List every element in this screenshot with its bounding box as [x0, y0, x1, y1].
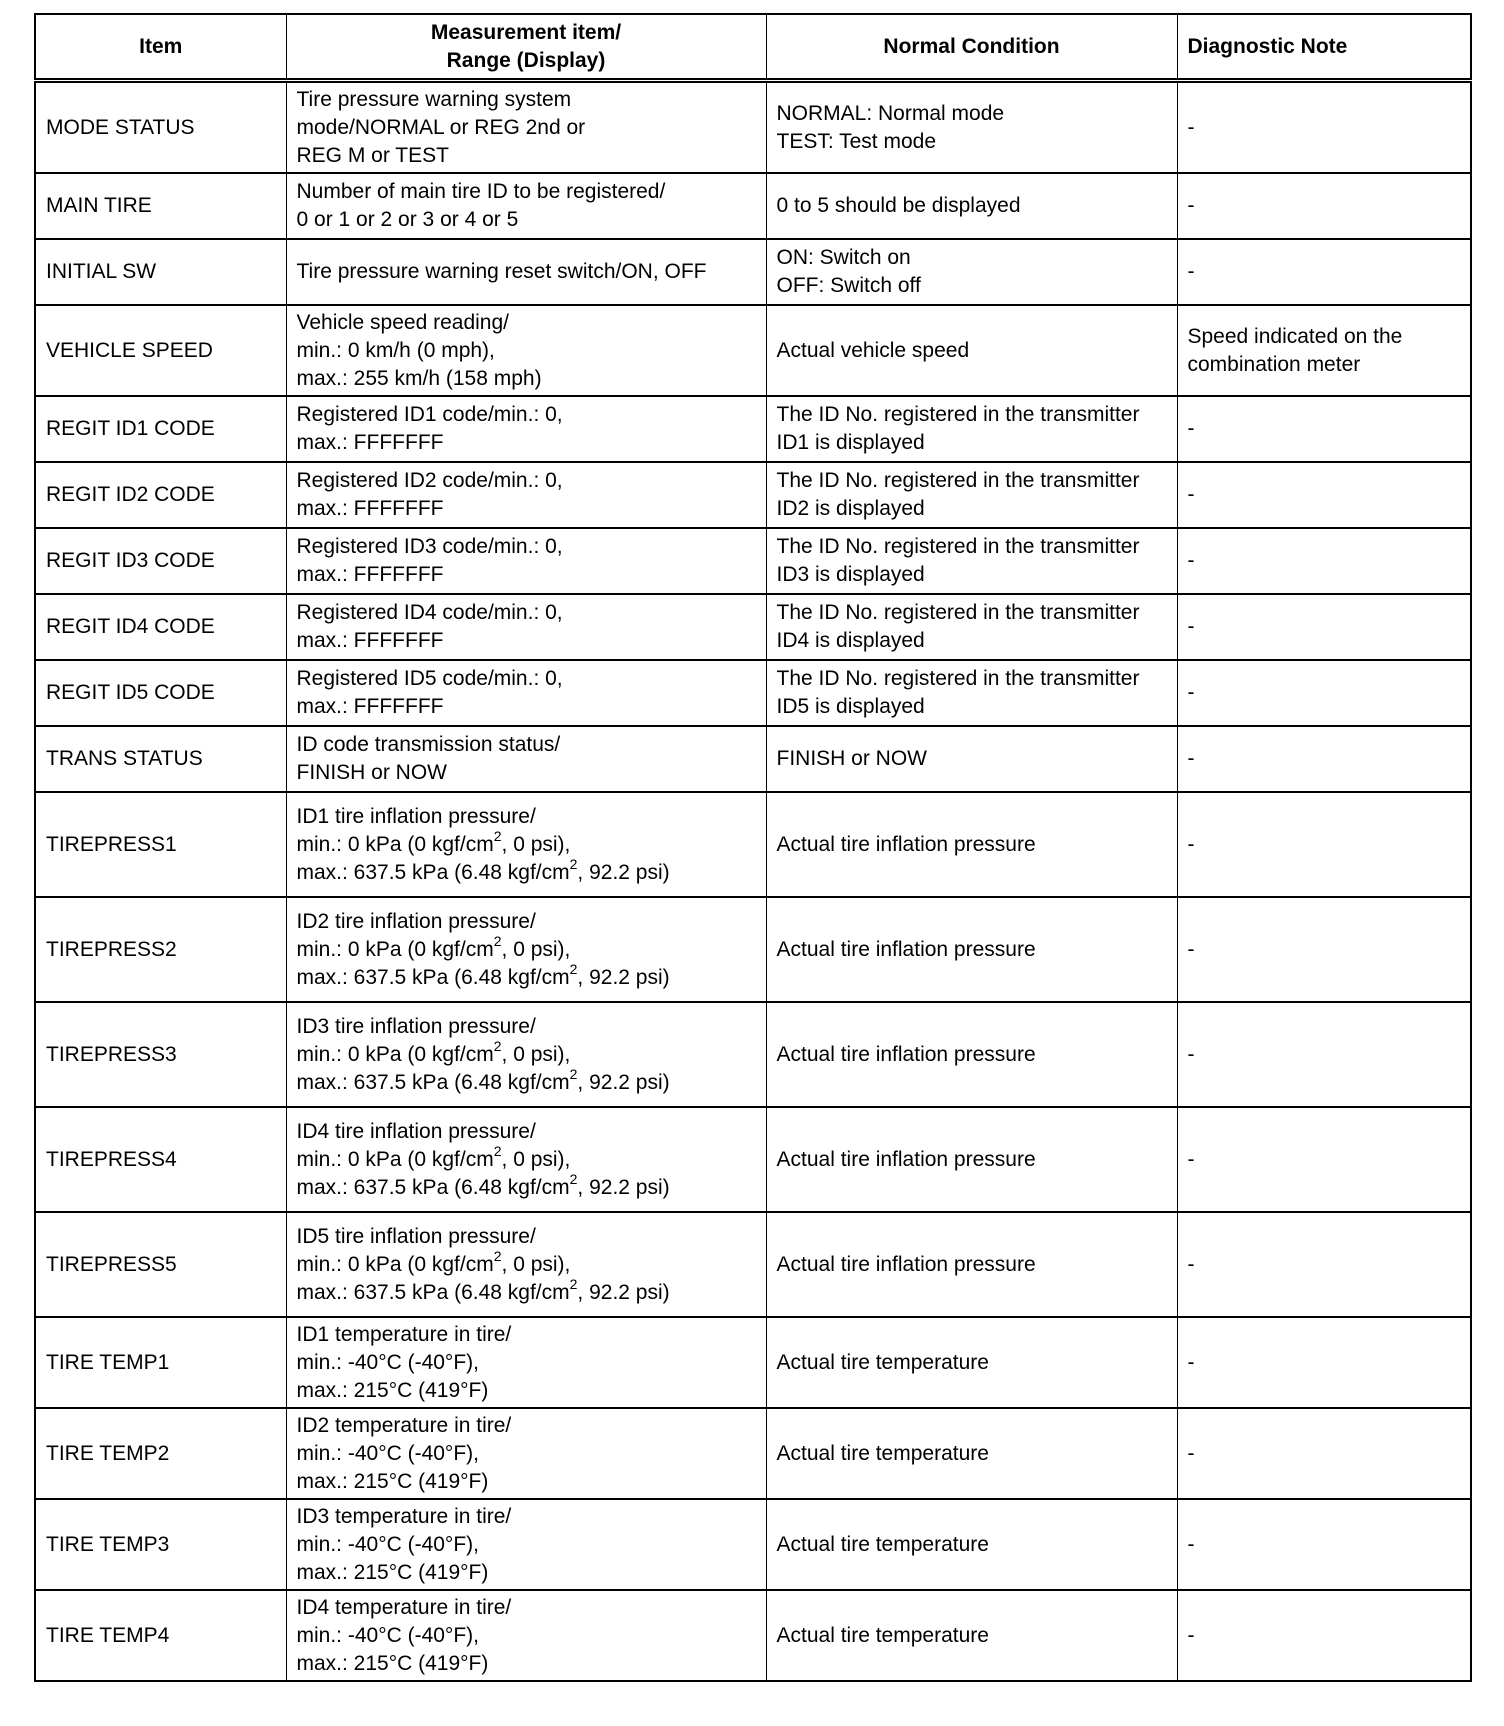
- cell-item: VEHICLE SPEED: [35, 305, 286, 396]
- cell-range-line: Registered ID3 code/min.: 0,: [296, 535, 563, 558]
- cell-range-line: 0 or 1 or 2 or 3 or 4 or 5: [296, 208, 519, 231]
- cell-range-line: min.: -40°C (-40°F),: [296, 1623, 479, 1647]
- table-row: [35, 305, 1471, 396]
- cell-normal-condition: [766, 173, 1177, 239]
- table-row: [35, 726, 1471, 792]
- cell-range: [286, 1590, 766, 1681]
- cell-normal-condition: [766, 1107, 1177, 1212]
- cell-range-line: FINISH or NOW: [296, 761, 447, 784]
- cell-item: TIREPRESS1: [35, 792, 286, 897]
- cell-range-line: max.: 637.5 kPa (6.48 kgf/$cm^2$, 92.2 psi): [296, 1065, 670, 1094]
- cell-diagnostic-note-line: -: [1187, 1147, 1195, 1171]
- table-row: [35, 81, 1471, 174]
- cell-diagnostic-note: [1177, 1590, 1471, 1681]
- cell-range-line: max.: 255 km/h (158 mph): [296, 366, 542, 390]
- cell-normal-condition: [766, 1590, 1177, 1681]
- cell-range-line: ID4 tire inflation pressure/: [296, 1119, 536, 1143]
- cell-normal-condition-line: Actual vehicle speed: [776, 338, 970, 362]
- cell-diagnostic-note-line: -: [1187, 681, 1195, 704]
- table-row: [35, 528, 1471, 594]
- cell-range: [286, 594, 766, 660]
- cell-item: TIREPRESS5: [35, 1212, 286, 1317]
- cell-range-line: min.: 0 kPa (0 kgf/$cm^2$, 0 psi),: [296, 1037, 571, 1066]
- cell-diagnostic-note-line: -: [1187, 747, 1195, 770]
- table-row: [35, 239, 1471, 305]
- cell-item: REGIT ID5 CODE: [35, 660, 286, 726]
- cell-range-line: ID2 temperature in tire/: [296, 1413, 512, 1437]
- cell-normal-condition: [766, 1212, 1177, 1317]
- cell-range-line: max.: 215°C (419°F): [296, 1651, 489, 1675]
- cell-range-line: max.: 637.5 kPa (6.48 kgf/$cm^2$, 92.2 psi): [296, 1170, 670, 1199]
- header-measurement-line1: Measurement item/: [430, 20, 622, 44]
- cell-range-line: min.: 0 kPa (0 kgf/$cm^2$, 0 psi),: [296, 1247, 571, 1276]
- cell-range-line: ID2 tire inflation pressure/: [296, 909, 536, 933]
- cell-item: TIREPRESS4: [35, 1107, 286, 1212]
- cell-range-line: max.: FFFFFFF: [296, 431, 444, 454]
- cell-normal-condition-line: Actual tire temperature: [776, 1623, 989, 1647]
- cell-range: [286, 305, 766, 396]
- cell-normal-condition-line: The ID No. registered in the transmitter: [776, 403, 1140, 426]
- cell-range: [286, 396, 766, 462]
- cell-diagnostic-note: [1177, 792, 1471, 897]
- cell-item: TIREPRESS2: [35, 897, 286, 1002]
- cell-normal-condition-line: ID2 is displayed: [776, 497, 925, 520]
- cell-range: [286, 81, 766, 174]
- cell-diagnostic-note: [1177, 1107, 1471, 1212]
- header-item: Item: [35, 14, 286, 81]
- cell-range-line: ID3 tire inflation pressure/: [296, 1014, 536, 1038]
- table-row: [35, 396, 1471, 462]
- table-row: [35, 594, 1471, 660]
- cell-range-line: min.: 0 kPa (0 kgf/$cm^2$, 0 psi),: [296, 827, 571, 856]
- cell-item: TIRE TEMP4: [35, 1590, 286, 1681]
- cell-diagnostic-note: [1177, 897, 1471, 1002]
- cell-diagnostic-note: [1177, 1002, 1471, 1107]
- cell-normal-condition: [766, 305, 1177, 396]
- cell-normal-condition: [766, 594, 1177, 660]
- cell-diagnostic-note-line: -: [1187, 417, 1195, 440]
- cell-normal-condition-line: NORMAL: Normal mode: [776, 101, 1005, 125]
- table-row: [35, 1212, 1471, 1317]
- cell-normal-condition-line: OFF: Switch off: [776, 274, 921, 297]
- cell-range-line: max.: FFFFFFF: [296, 695, 444, 718]
- cell-diagnostic-note: [1177, 1317, 1471, 1408]
- cell-range-line: Tire pressure warning system: [296, 87, 572, 111]
- cell-range-line: min.: -40°C (-40°F),: [296, 1441, 479, 1465]
- cell-diagnostic-note-line: -: [1187, 1042, 1195, 1066]
- cell-range-line: min.: -40°C (-40°F),: [296, 1532, 479, 1556]
- cell-range-line: Registered ID2 code/min.: 0,: [296, 469, 563, 492]
- cell-range-line: ID code transmission status/: [296, 733, 561, 756]
- cell-diagnostic-note: [1177, 305, 1471, 396]
- cell-item: TIREPRESS3: [35, 1002, 286, 1107]
- cell-diagnostic-note-line: -: [1187, 1532, 1195, 1556]
- cell-diagnostic-note-line: -: [1187, 483, 1195, 506]
- cell-normal-condition-line: Actual tire temperature: [776, 1350, 989, 1374]
- header-measurement: [286, 14, 766, 81]
- cell-normal-condition: [766, 1317, 1177, 1408]
- table-row: [35, 1002, 1471, 1107]
- cell-normal-condition: [766, 1408, 1177, 1499]
- cell-diagnostic-note: [1177, 594, 1471, 660]
- cell-range: [286, 1408, 766, 1499]
- cell-diagnostic-note-line: -: [1187, 1623, 1195, 1647]
- cell-range-line: max.: FFFFFFF: [296, 563, 444, 586]
- cell-diagnostic-note-line: -: [1187, 937, 1195, 961]
- cell-normal-condition-line: The ID No. registered in the transmitter: [776, 469, 1140, 492]
- cell-diagnostic-note: [1177, 173, 1471, 239]
- header-normal-condition: Normal Condition: [766, 14, 1177, 81]
- cell-diagnostic-note: [1177, 660, 1471, 726]
- cell-diagnostic-note-line: -: [1187, 549, 1195, 572]
- cell-normal-condition-line: TEST: Test mode: [776, 129, 937, 153]
- data-list-table-container: [34, 13, 1470, 1682]
- cell-diagnostic-note-line: -: [1187, 832, 1195, 856]
- cell-normal-condition: [766, 660, 1177, 726]
- cell-diagnostic-note: [1177, 1212, 1471, 1317]
- cell-range-line: ID3 temperature in tire/: [296, 1504, 512, 1528]
- cell-normal-condition: [766, 81, 1177, 174]
- cell-range-line: max.: FFFFFFF: [296, 629, 444, 652]
- cell-diagnostic-note-line: combination meter: [1187, 352, 1361, 376]
- cell-item: INITIAL SW: [35, 239, 286, 305]
- cell-item: TRANS STATUS: [35, 726, 286, 792]
- cell-normal-condition-line: ID3 is displayed: [776, 563, 925, 586]
- cell-item: TIRE TEMP2: [35, 1408, 286, 1499]
- cell-range-line: ID1 temperature in tire/: [296, 1322, 512, 1346]
- cell-item: REGIT ID3 CODE: [35, 528, 286, 594]
- cell-diagnostic-note: [1177, 81, 1471, 174]
- cell-diagnostic-note-line: -: [1187, 194, 1195, 217]
- cell-range: [286, 462, 766, 528]
- table-row: [35, 462, 1471, 528]
- cell-range-line: Vehicle speed reading/: [296, 310, 509, 334]
- cell-normal-condition-line: ON: Switch on: [776, 246, 911, 269]
- cell-range-line: max.: 637.5 kPa (6.48 kgf/$cm^2$, 92.2 psi): [296, 1275, 670, 1304]
- cell-item: TIRE TEMP3: [35, 1499, 286, 1590]
- cell-range-line: Registered ID5 code/min.: 0,: [296, 667, 563, 690]
- cell-range-line: ID1 tire inflation pressure/: [296, 804, 536, 828]
- cell-normal-condition-line: ID4 is displayed: [776, 629, 925, 652]
- cell-range-line: max.: 637.5 kPa (6.48 kgf/$cm^2$, 92.2 psi): [296, 855, 670, 884]
- cell-normal-condition-line: Actual tire inflation pressure: [776, 937, 1036, 961]
- cell-range: [286, 792, 766, 897]
- header-row: [35, 14, 1471, 81]
- cell-range: [286, 528, 766, 594]
- cell-diagnostic-note-line: -: [1187, 1350, 1195, 1374]
- cell-range-line: min.: -40°C (-40°F),: [296, 1350, 479, 1374]
- cell-normal-condition-line: Actual tire inflation pressure: [776, 1042, 1036, 1066]
- cell-range-line: max.: 215°C (419°F): [296, 1469, 489, 1493]
- cell-normal-condition: [766, 792, 1177, 897]
- cell-range-line: ID5 tire inflation pressure/: [296, 1224, 536, 1248]
- cell-range-line: max.: 637.5 kPa (6.48 kgf/$cm^2$, 92.2 psi): [296, 960, 670, 989]
- cell-range-line: mode/NORMAL or REG 2nd or: [296, 115, 586, 139]
- cell-range-line: Registered ID4 code/min.: 0,: [296, 601, 563, 624]
- cell-range: [286, 239, 766, 305]
- cell-item: REGIT ID4 CODE: [35, 594, 286, 660]
- cell-normal-condition: [766, 726, 1177, 792]
- cell-range-line: min.: 0 kPa (0 kgf/$cm^2$, 0 psi),: [296, 1142, 571, 1171]
- header-measurement-line2: Range (Display): [446, 48, 606, 72]
- cell-diagnostic-note: [1177, 1499, 1471, 1590]
- cell-range: [286, 1317, 766, 1408]
- cell-range: [286, 173, 766, 239]
- cell-diagnostic-note: [1177, 726, 1471, 792]
- cell-diagnostic-note: [1177, 528, 1471, 594]
- cell-normal-condition-line: The ID No. registered in the transmitter: [776, 535, 1140, 558]
- table-row: [35, 1317, 1471, 1408]
- cell-normal-condition-line: ID5 is displayed: [776, 695, 925, 718]
- cell-normal-condition: [766, 1499, 1177, 1590]
- cell-diagnostic-note: [1177, 396, 1471, 462]
- cell-range-line: max.: 215°C (419°F): [296, 1560, 489, 1584]
- cell-normal-condition-line: Actual tire inflation pressure: [776, 832, 1036, 856]
- table-row: [35, 1107, 1471, 1212]
- cell-normal-condition-line: ID1 is displayed: [776, 431, 925, 454]
- cell-normal-condition-line: The ID No. registered in the transmitter: [776, 667, 1140, 690]
- cell-range: [286, 660, 766, 726]
- cell-range-line: Number of main tire ID to be registered/: [296, 180, 666, 203]
- cell-range: [286, 726, 766, 792]
- cell-diagnostic-note: [1177, 462, 1471, 528]
- table-body: [35, 81, 1471, 1682]
- cell-normal-condition-line: The ID No. registered in the transmitter: [776, 601, 1140, 624]
- cell-item: MAIN TIRE: [35, 173, 286, 239]
- cell-item: MODE STATUS: [35, 81, 286, 174]
- cell-range-line: max.: 215°C (419°F): [296, 1378, 489, 1402]
- cell-range: [286, 1499, 766, 1590]
- cell-diagnostic-note: [1177, 239, 1471, 305]
- cell-normal-condition: [766, 897, 1177, 1002]
- data-list-table: [34, 13, 1472, 1682]
- cell-normal-condition-line: 0 to 5 should be displayed: [776, 194, 1021, 217]
- cell-range-line: Registered ID1 code/min.: 0,: [296, 403, 563, 426]
- cell-normal-condition: [766, 396, 1177, 462]
- table-row: [35, 1499, 1471, 1590]
- header-diagnostic-note: Diagnostic Note: [1177, 14, 1471, 81]
- cell-normal-condition-line: Actual tire temperature: [776, 1532, 989, 1556]
- cell-diagnostic-note-line: -: [1187, 615, 1195, 638]
- cell-range-line: max.: FFFFFFF: [296, 497, 444, 520]
- cell-range: [286, 1212, 766, 1317]
- table-row: [35, 1408, 1471, 1499]
- table-row: [35, 1590, 1471, 1681]
- cell-item: REGIT ID1 CODE: [35, 396, 286, 462]
- cell-range-line: REG M or TEST: [296, 143, 449, 167]
- cell-normal-condition-line: Actual tire inflation pressure: [776, 1147, 1036, 1171]
- cell-normal-condition: [766, 462, 1177, 528]
- table-row: [35, 660, 1471, 726]
- cell-normal-condition: [766, 528, 1177, 594]
- cell-range-line: min.: 0 kPa (0 kgf/$cm^2$, 0 psi),: [296, 932, 571, 961]
- table-row: [35, 173, 1471, 239]
- cell-normal-condition: [766, 239, 1177, 305]
- cell-normal-condition-line: Actual tire inflation pressure: [776, 1252, 1036, 1276]
- cell-range: [286, 1002, 766, 1107]
- cell-normal-condition-line: FINISH or NOW: [776, 747, 927, 770]
- cell-range-line: Tire pressure warning reset switch/ON, OFF: [296, 260, 707, 283]
- cell-range: [286, 1107, 766, 1212]
- cell-diagnostic-note-line: -: [1187, 1441, 1195, 1465]
- cell-diagnostic-note-line: Speed indicated on the: [1187, 324, 1403, 348]
- cell-range-line: min.: 0 km/h (0 mph),: [296, 338, 495, 362]
- cell-diagnostic-note-line: -: [1187, 115, 1195, 139]
- cell-diagnostic-note: [1177, 1408, 1471, 1499]
- table-row: [35, 897, 1471, 1002]
- table-row: [35, 792, 1471, 897]
- cell-normal-condition: [766, 1002, 1177, 1107]
- cell-normal-condition-line: Actual tire temperature: [776, 1441, 989, 1465]
- cell-diagnostic-note-line: -: [1187, 260, 1195, 283]
- cell-item: TIRE TEMP1: [35, 1317, 286, 1408]
- cell-range: [286, 897, 766, 1002]
- cell-range-line: ID4 temperature in tire/: [296, 1595, 512, 1619]
- cell-item: REGIT ID2 CODE: [35, 462, 286, 528]
- cell-diagnostic-note-line: -: [1187, 1252, 1195, 1276]
